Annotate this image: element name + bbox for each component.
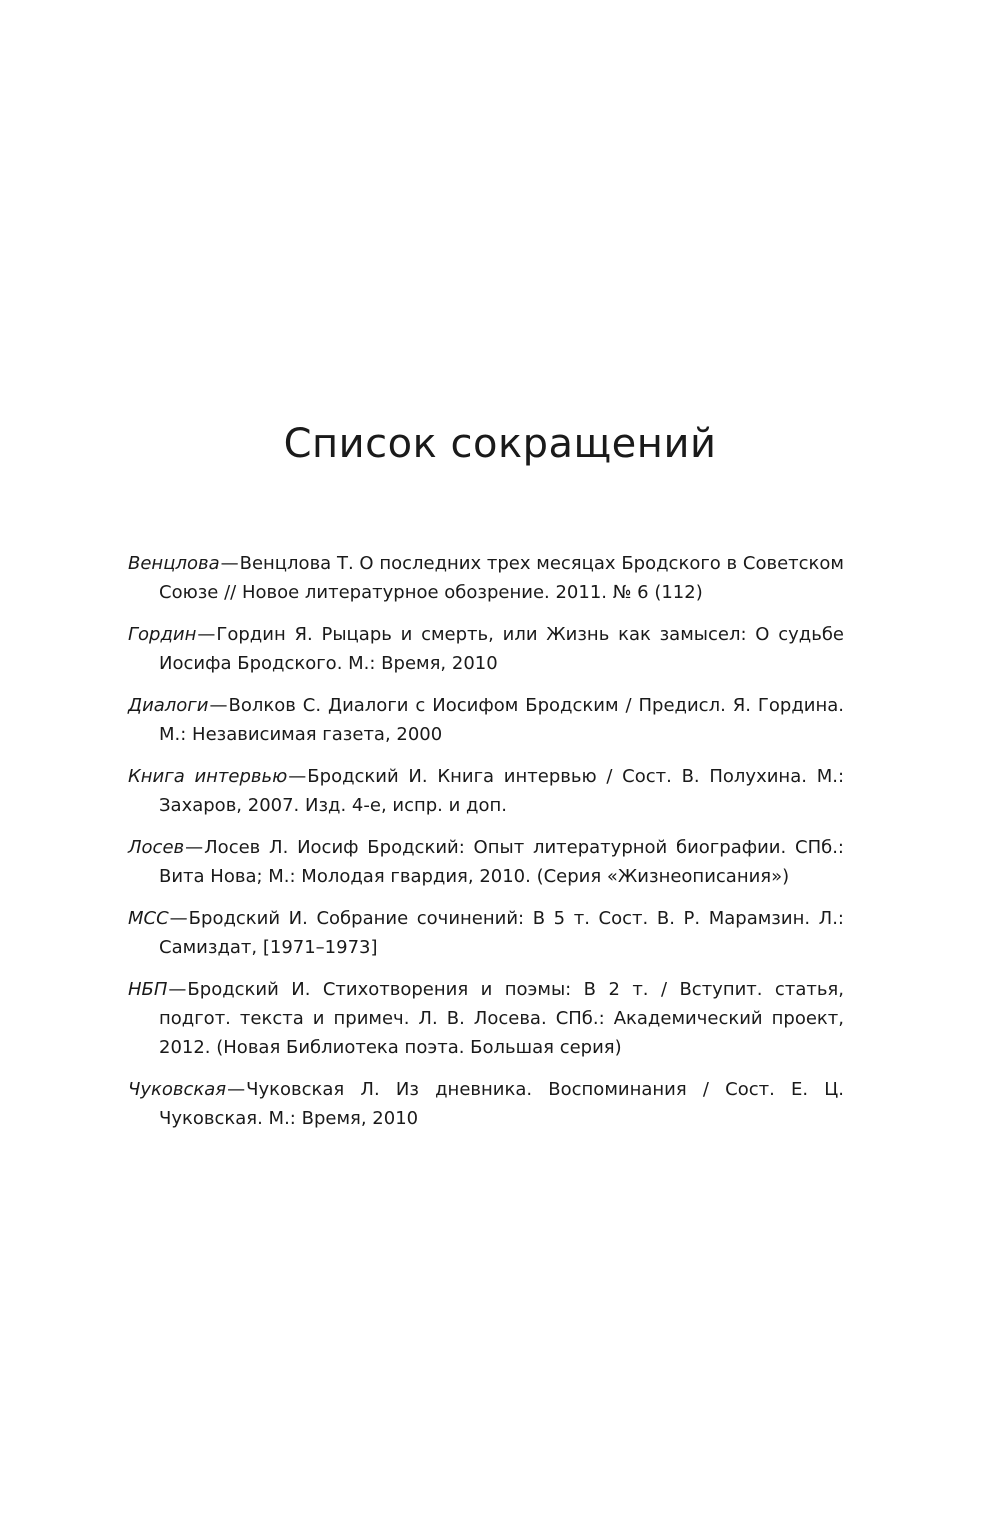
entry-reference: Волков С. Диалоги с Иосифом Бродским / Предисл. Я. Гордина. М.: Независимая газета, 2000 — [159, 695, 844, 745]
entry-dash: — — [227, 1079, 246, 1100]
list-item-chukovskaya — [128, 1075, 844, 1133]
entry-abbreviation: Гордин — [128, 624, 197, 645]
entry-reference: Венцлова Т. О последних трех месяцах Бродского в Советском Союзе // Новое литературное обозрение. 2011. № 6 (112) — [159, 553, 844, 603]
list-item-nbp — [128, 975, 844, 1062]
abbreviations-list — [128, 549, 844, 1146]
entry-abbreviation: МСС — [128, 908, 169, 929]
entry-abbreviation: НБП — [128, 979, 168, 1000]
page-title: Список сокращений — [283, 421, 717, 467]
entry-abbreviation: Книга интервью — [128, 766, 288, 787]
entry-dash: — — [197, 624, 216, 645]
entry-dash: — — [185, 837, 204, 858]
entry-dash: — — [220, 553, 239, 574]
entry-abbreviation: Лосев — [128, 837, 185, 858]
entry-reference: Гордин Я. Рыцарь и смерть, или Жизнь как замысел: О судьбе Иосифа Бродского. М.: Время, 2010 — [159, 624, 844, 674]
entry-reference: Бродский И. Стихотворения и поэмы: В 2 т. / Вступит. статья, подгот. текста и примеч. Л. В. Лосева. СПб.: Академический проект, 2012. (Новая Библиотека поэта. Большая серия) — [159, 979, 844, 1058]
entry-abbreviation: Венцлова — [128, 553, 220, 574]
list-item-losev — [128, 833, 844, 891]
list-item-dialogi — [128, 691, 844, 749]
list-item-mss — [128, 904, 844, 962]
entry-reference: Чуковская Л. Из дневника. Воспоминания / Сост. Е. Ц. Чуковская. М.: Время, 2010 — [159, 1079, 844, 1129]
entry-abbreviation: Чуковская — [128, 1079, 227, 1100]
entry-reference: Лосев Л. Иосиф Бродский: Опыт литературной биографии. СПб.: Вита Нова; М.: Молодая гвардия, 2010. (Серия «Жизнеописания») — [159, 837, 844, 887]
entry-dash: — — [288, 766, 307, 787]
entry-reference: Бродский И. Собрание сочинений: В 5 т. Сост. В. Р. Марамзин. Л.: Самиздат, [1971–1973] — [159, 908, 844, 958]
entry-dash: — — [169, 908, 188, 929]
entry-abbreviation: Диалоги — [128, 695, 209, 716]
entry-reference: Бродский И. Книга интервью / Сост. В. Полухина. М.: Захаров, 2007. Изд. 4-е, испр. и доп. — [159, 766, 845, 816]
entry-dash: — — [209, 695, 228, 716]
list-item-ventslova — [128, 549, 844, 607]
list-item-gordin — [128, 620, 844, 678]
list-item-kniga-intervyu — [128, 762, 844, 820]
entry-dash: — — [168, 979, 187, 1000]
